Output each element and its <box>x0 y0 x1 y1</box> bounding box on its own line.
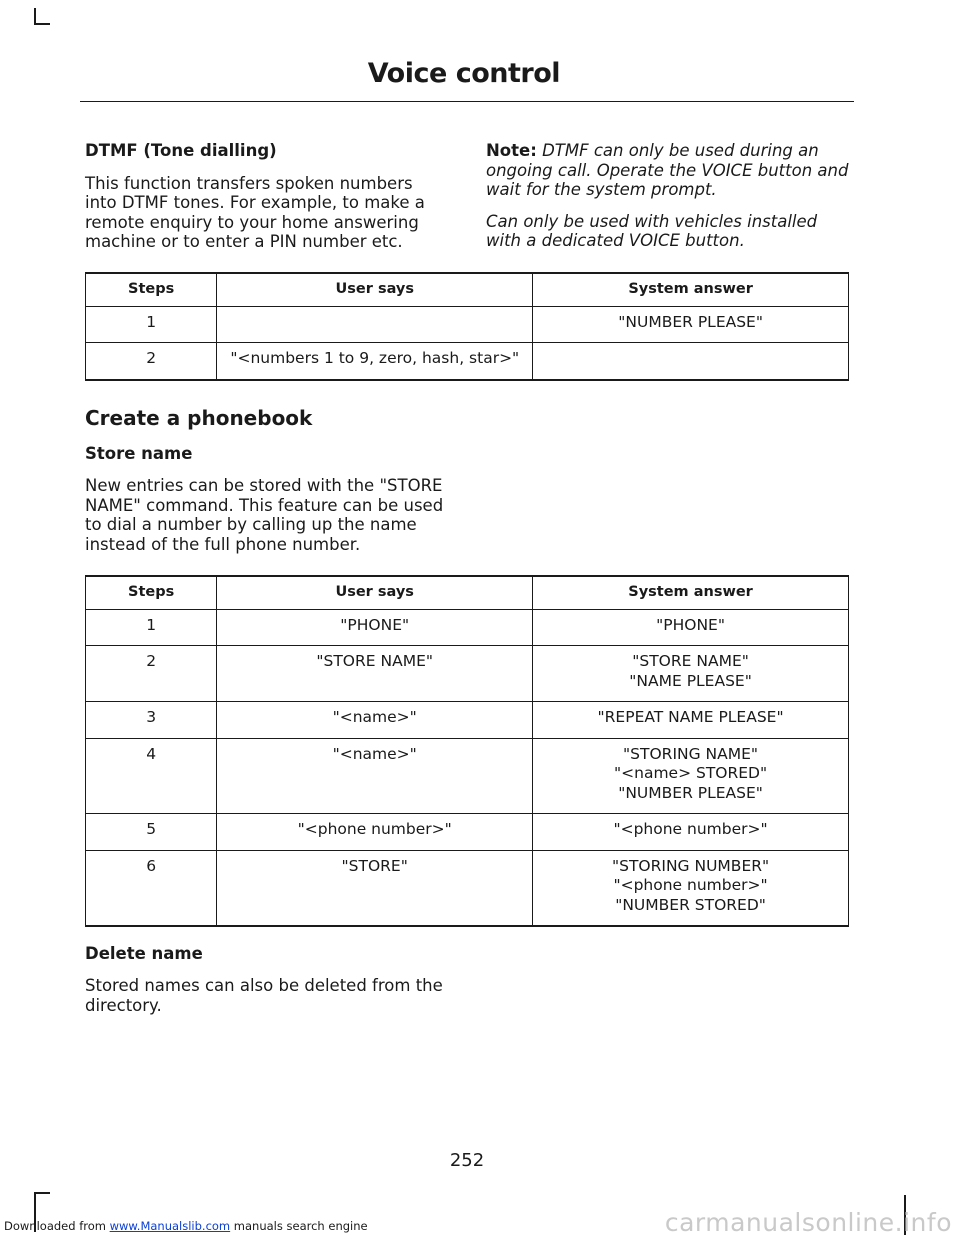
page-number: 252 <box>449 1150 485 1171</box>
watermark: carmanualsonline.info <box>664 1208 952 1237</box>
phonebook-heading: Create a phonebook <box>85 406 313 430</box>
system-answer-line: "PHONE" <box>656 615 725 634</box>
system-answer-cell <box>533 343 849 380</box>
dtmf-heading: DTMF (Tone dialling) <box>85 141 277 160</box>
header-steps: Steps <box>86 576 217 609</box>
system-answer-line: "STORING NUMBER" <box>611 856 770 875</box>
note-text-2: Can only be used with vehicles installed with a dedicated VOICE button. <box>486 211 818 250</box>
system-answer-line: "NUMBER STORED" <box>615 895 766 914</box>
system-answer-cell <box>533 814 849 851</box>
footer-suffix: manuals search engine <box>233 1219 368 1233</box>
system-answer-line: "STORE NAME" <box>632 652 749 670</box>
table-row <box>86 609 849 646</box>
table-row <box>86 738 849 814</box>
table-header-row <box>86 273 849 306</box>
system-answer-cell <box>533 702 849 739</box>
table-row <box>86 702 849 739</box>
system-answer-cell <box>533 609 849 646</box>
user-says-cell: "<numbers 1 to 9, zero, hash, star>" <box>217 343 533 380</box>
system-answer-line: "STORING NAME" <box>623 744 759 763</box>
note-section <box>486 141 852 263</box>
header-system-answer: System answer <box>533 576 849 609</box>
system-answer-line: "NUMBER PLEASE" <box>618 783 763 802</box>
step-cell: 2 <box>86 343 217 380</box>
system-answer-cell <box>533 850 849 926</box>
note-label: Note: <box>486 141 537 160</box>
crop-mark <box>34 8 36 24</box>
table-row <box>86 646 849 702</box>
delete-name-body: Stored names can also be deleted from the directory. <box>85 976 443 1015</box>
step-cell: 6 <box>86 850 217 926</box>
table-row <box>86 814 849 851</box>
table-row <box>86 306 849 343</box>
step-cell: 5 <box>86 814 217 851</box>
header-system-answer: System answer <box>533 273 849 306</box>
crop-mark <box>34 23 50 25</box>
system-answer-line: "NUMBER PLEASE" <box>618 312 763 331</box>
step-cell: 3 <box>86 702 217 739</box>
header-user-says: User says <box>217 273 533 306</box>
title-divider <box>80 101 854 102</box>
step-cell: 1 <box>86 609 217 646</box>
system-answer-cell <box>533 738 849 814</box>
user-says-cell: "STORE NAME" <box>217 646 533 702</box>
system-answer-line: "NAME PLEASE" <box>629 671 752 690</box>
system-answer-line: "<phone number>" <box>613 820 768 838</box>
step-cell: 4 <box>86 738 217 814</box>
note-text: DTMF can only be used during an ongoing call. Operate the VOICE button and wait for the system prompt. <box>486 141 849 199</box>
footer-prefix: Downloaded from <box>4 1219 106 1233</box>
dtmf-section <box>85 141 447 264</box>
user-says-cell: "<phone number>" <box>217 814 533 851</box>
table-row <box>86 343 849 380</box>
dtmf-body: This function transfers spoken numbers into DTMF tones. For example, to make a remote enquiry to your home answering machine or to enter a PIN number etc. <box>85 173 425 251</box>
user-says-cell: "STORE" <box>217 850 533 926</box>
dtmf-table <box>85 272 849 381</box>
system-answer-line: "REPEAT NAME PLEASE" <box>597 708 784 726</box>
header-steps: Steps <box>86 273 217 306</box>
user-says-cell: "PHONE" <box>217 609 533 646</box>
header-user-says: User says <box>217 576 533 609</box>
system-answer-line: "<name> STORED" <box>614 764 768 782</box>
user-says-cell: "<name>" <box>217 738 533 814</box>
page-title: Voice control <box>367 58 560 89</box>
system-answer-line: "<phone number>" <box>613 876 768 894</box>
note-paragraph <box>486 141 852 200</box>
store-name-heading: Store name <box>85 444 193 463</box>
step-cell: 1 <box>86 306 217 343</box>
table-header-row <box>86 576 849 609</box>
system-answer-cell <box>533 306 849 343</box>
user-says-cell: "<name>" <box>217 702 533 739</box>
manualslib-link[interactable]: www.Manualslib.com <box>109 1219 231 1233</box>
step-cell: 2 <box>86 646 217 702</box>
delete-name-heading: Delete name <box>85 944 203 963</box>
crop-mark <box>34 1192 50 1194</box>
store-name-body: New entries can be stored with the "STORE NAME" command. This feature can be used to dial a number by calling up the name instead of the full phone number. <box>85 476 444 554</box>
user-says-cell <box>217 306 533 343</box>
system-answer-cell <box>533 646 849 702</box>
store-name-table <box>85 575 849 927</box>
download-footer <box>4 1219 368 1233</box>
table-row <box>86 850 849 926</box>
